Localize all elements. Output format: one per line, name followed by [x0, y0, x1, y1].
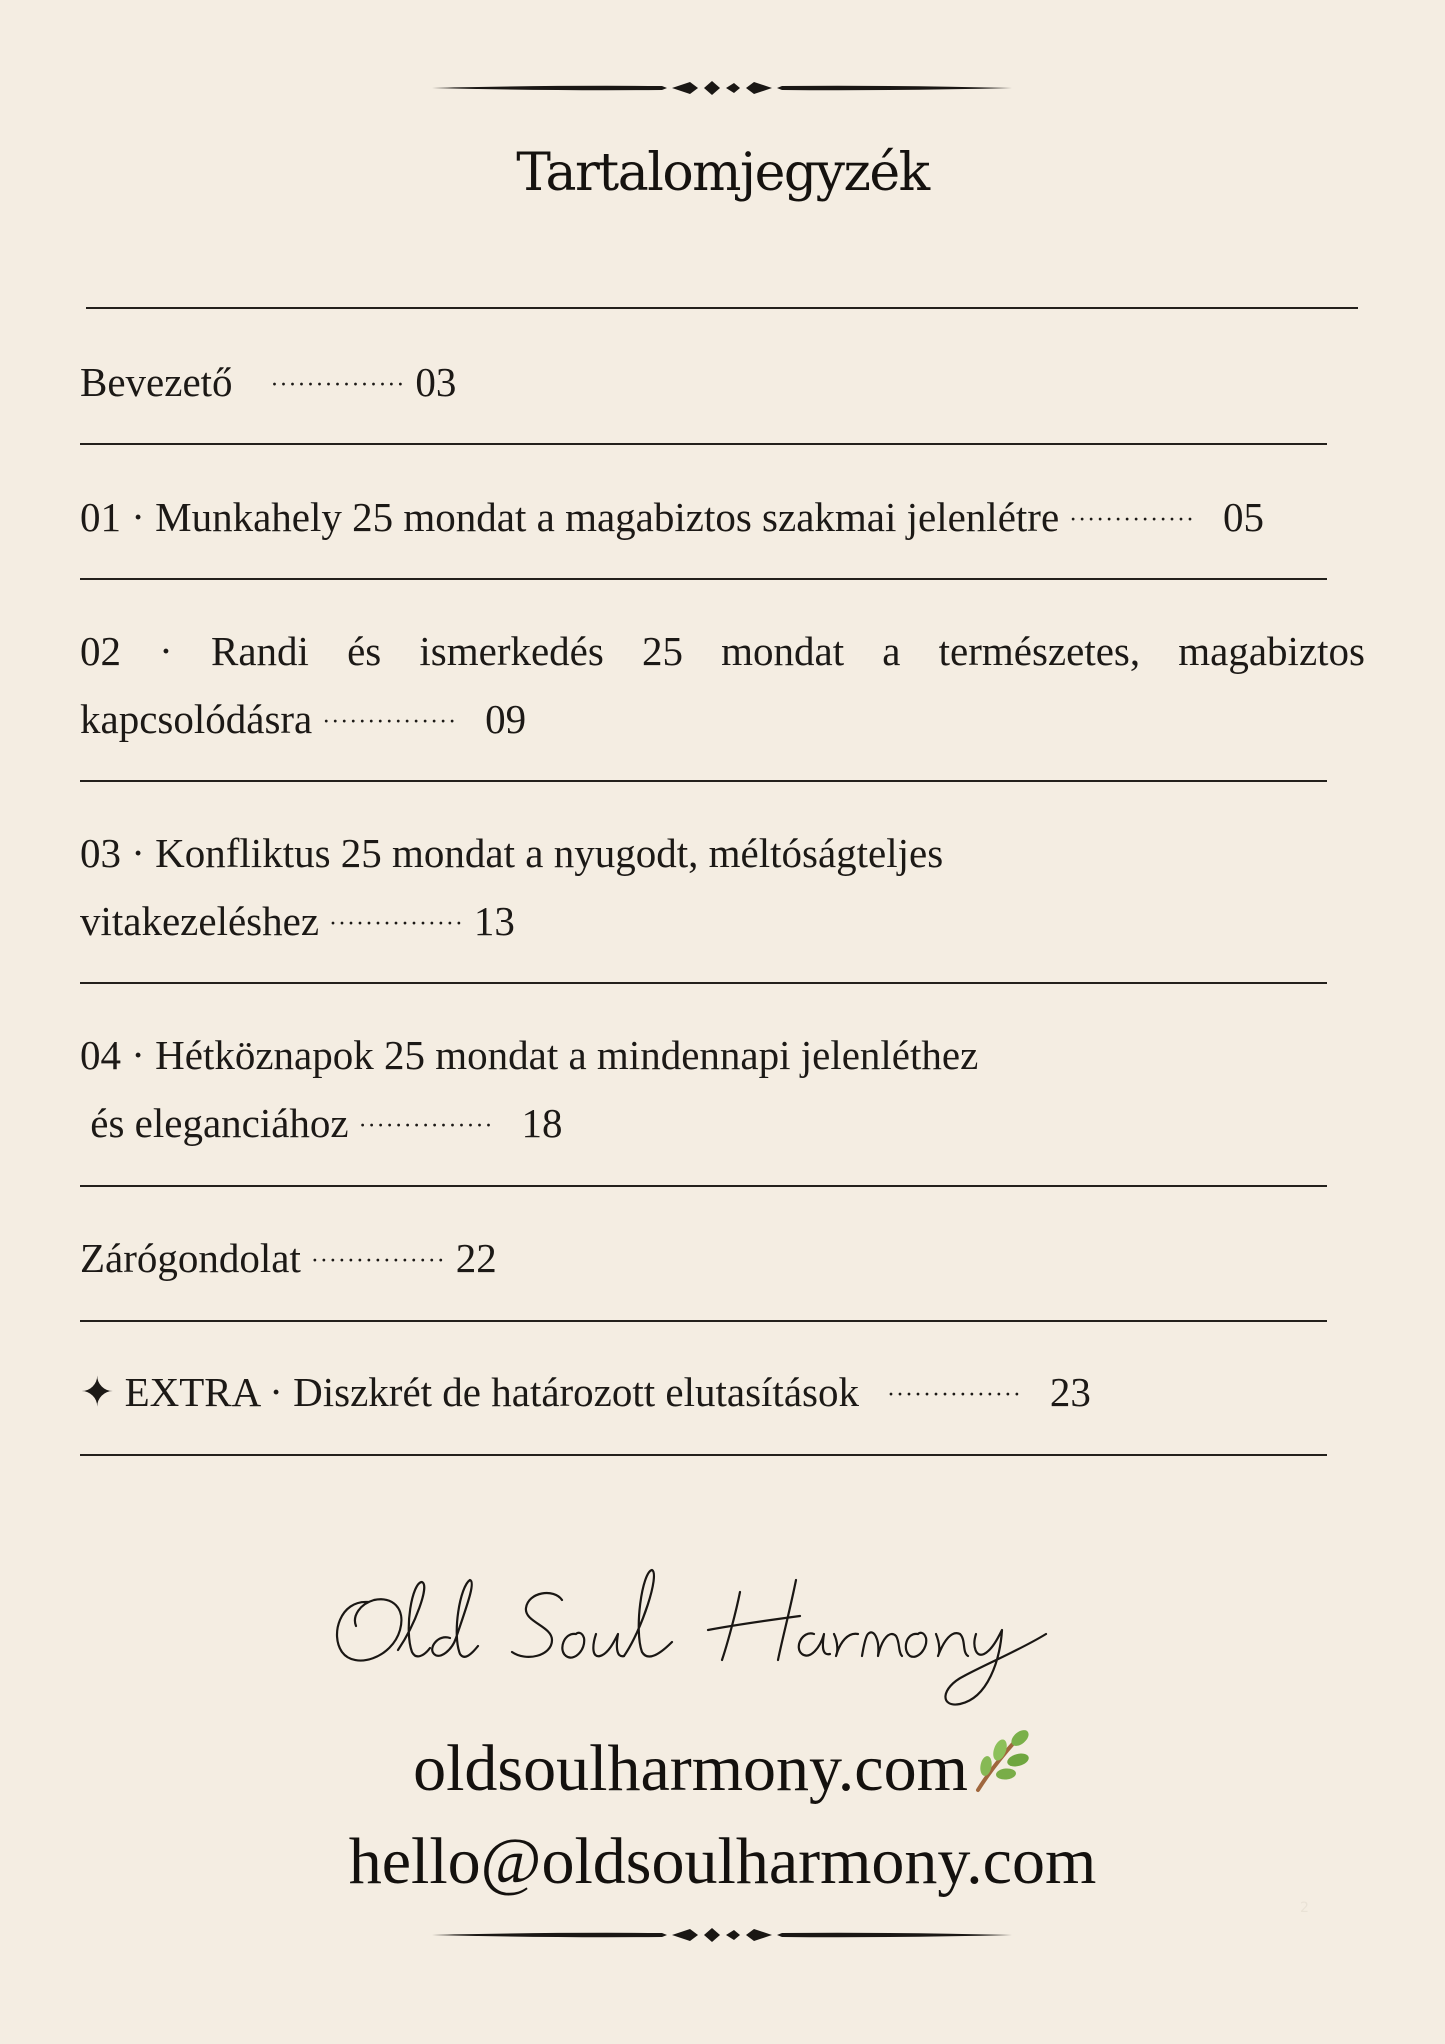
website-text: oldsoulharmony.com — [413, 1732, 968, 1805]
divider — [80, 780, 1327, 782]
toc-page-number: 13 — [473, 898, 515, 944]
divider — [80, 1454, 1327, 1456]
toc-entry-conflict[interactable] — [80, 819, 943, 958]
divider — [80, 982, 1327, 984]
page-title: Tartalomjegyzék — [516, 143, 929, 203]
toc-entry-title: 02 · Randi és ismerkedés 25 mondat a természetes, magabiztos — [80, 628, 1365, 674]
leaf-sprig-icon — [970, 1728, 1032, 1794]
toc-entry-intro[interactable] — [80, 348, 456, 419]
toc-page-number: 23 — [1049, 1369, 1091, 1415]
brand-signature-logo — [300, 1530, 1100, 1710]
leader-dots: ··············· — [358, 1113, 494, 1139]
toc-entry-title-cont: és eleganciához — [80, 1100, 349, 1146]
leader-dots: ··············· — [310, 1248, 446, 1274]
ornament-bottom — [432, 1925, 1012, 1945]
website-link[interactable] — [0, 1728, 1445, 1809]
toc-entry-workplace[interactable] — [80, 483, 1264, 554]
toc-entry-title: 03 · Konfliktus 25 mondat a nyugodt, méltóságteljes — [80, 830, 944, 876]
divider — [80, 1320, 1327, 1322]
leader-dots: ·············· — [1069, 507, 1196, 533]
toc-entry-closing[interactable] — [80, 1224, 497, 1295]
toc-entry-extra[interactable] — [80, 1358, 1091, 1429]
leader-dots: ··············· — [886, 1382, 1022, 1408]
leader-dots: ··············· — [322, 709, 458, 735]
toc-entry-title-cont: kapcsolódásra — [80, 696, 313, 742]
ornament-top — [432, 78, 1012, 98]
toc-entry-title: Zárógondolat — [80, 1235, 301, 1281]
divider — [80, 443, 1327, 445]
toc-entry-title: ✦ EXTRA · Diszkrét de határozott elutasítások — [80, 1369, 859, 1415]
toc-page-number: 18 — [521, 1100, 563, 1146]
leader-dots: ··············· — [270, 372, 406, 398]
page-number: 2 — [1300, 1900, 1309, 1916]
toc-page-number: 05 — [1223, 494, 1265, 540]
toc-page-number: 03 — [415, 359, 457, 405]
toc-entry-title: 04 · Hétköznapok 25 mondat a mindennapi jelenléthez — [80, 1032, 979, 1078]
toc-entry-everyday[interactable] — [80, 1021, 978, 1160]
toc-page-number: 09 — [485, 696, 527, 742]
leader-dots: ··············· — [329, 911, 464, 937]
divider — [80, 578, 1327, 580]
email-link[interactable]: hello@oldsoulharmony.com — [348, 1825, 1097, 1898]
toc-entry-title: 01 · Munkahely 25 mondat a magabiztos szakmai jelenlétre — [80, 494, 1060, 540]
toc-entry-title-cont: vitakezeléshez — [80, 898, 320, 944]
toc-entry-dating[interactable] — [80, 617, 1365, 756]
divider — [86, 307, 1358, 309]
divider — [80, 1185, 1327, 1187]
toc-entry-title: Bevezető — [80, 359, 233, 405]
toc-page-number: 22 — [455, 1235, 497, 1281]
